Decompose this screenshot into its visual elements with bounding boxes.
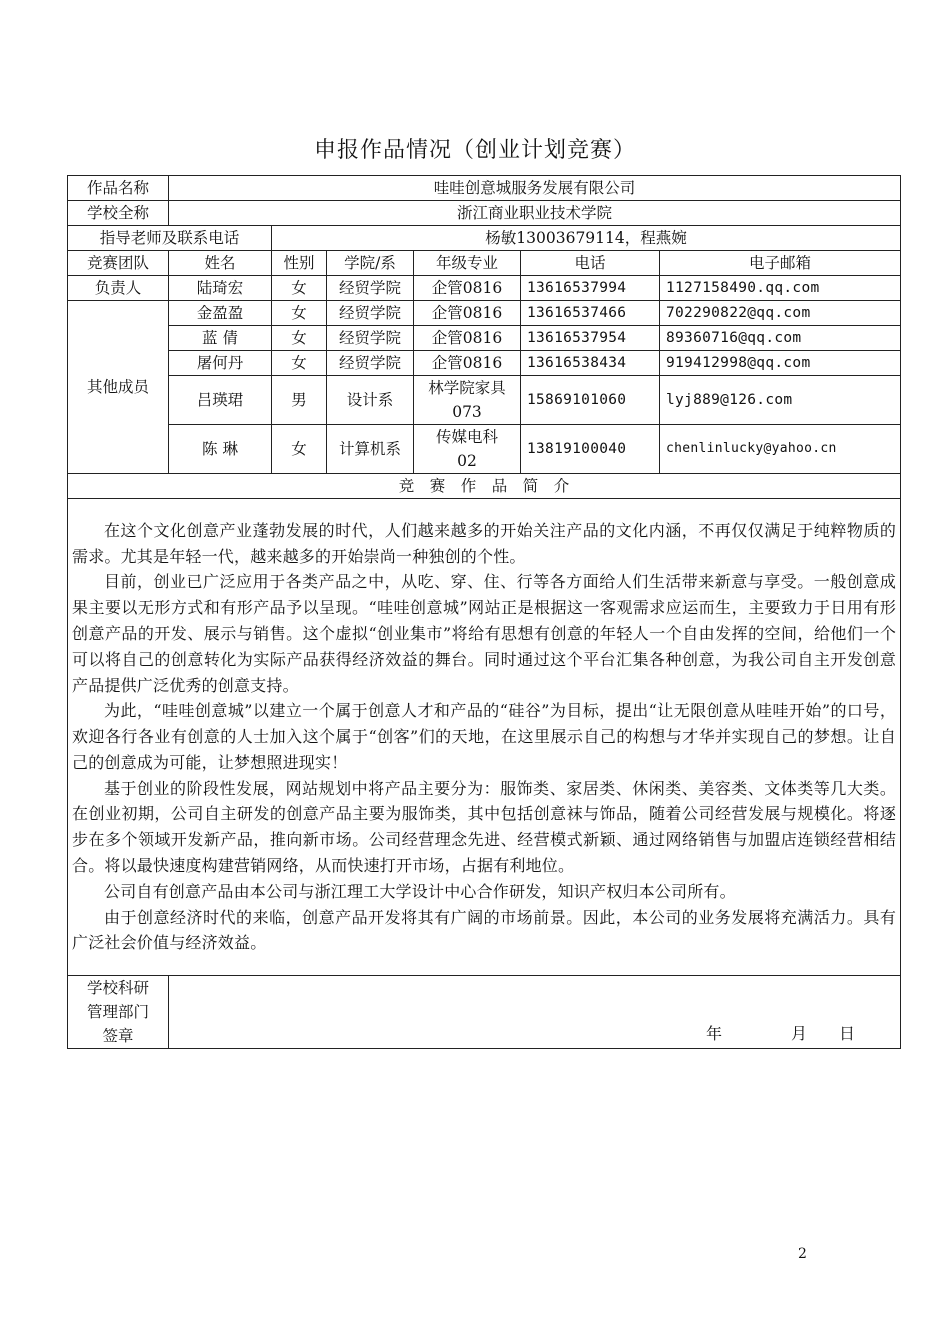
member-grade: 企管0816: [414, 326, 521, 351]
member-grade: [414, 376, 521, 425]
signoff-signature-area[interactable]: [169, 976, 901, 1049]
header-email: 电子邮箱: [660, 251, 901, 276]
team-header-row: [68, 251, 901, 276]
advisor-value: 杨敏13003679114，程燕婉: [272, 226, 901, 251]
header-gender: 性别: [272, 251, 327, 276]
advisor-label: 指导老师及联系电话: [68, 226, 272, 251]
member-grade: 企管0816: [414, 351, 521, 376]
member-email: 919412998@qq.com: [660, 351, 901, 376]
member-dept: 经贸学院: [327, 326, 414, 351]
member-gender: 女: [272, 351, 327, 376]
intro-heading: 竞 赛 作 品 简 介: [68, 474, 901, 499]
intro-paragraph: 基于创业的阶段性发展，网站规划中将产品主要分为：服饰类、家居类、休闲类、美容类、文体类等几大类。在创业初期，公司自主研发的创意产品主要为服饰类，其中包括创意袜与饰品，随着公司经营发展与规模化。将逐步在多个领域开发新产品，推向新市场。公司经营理念先进、经营模式新颖、通过网络销售与加盟店连锁经营相结合。将以最快速度构建营销网络，从而快速打开市场，占据有利地位。: [72, 778, 897, 876]
member-name: 金盈盈: [169, 301, 272, 326]
advisor-row: [68, 226, 901, 251]
intro-paragraph: 公司自有创意产品由本公司与浙江理工大学设计中心合作研发，知识产权归本公司所有。: [104, 881, 736, 901]
school-value: 浙江商业职业技术学院: [169, 201, 901, 226]
others-label: 其他成员: [68, 301, 169, 474]
page-title: 申报作品情况（创业计划竞赛）: [313, 138, 636, 163]
header-dept: 学院/系: [327, 251, 414, 276]
member-gender: 男: [272, 376, 327, 425]
member-email: 1127158490.qq.com: [660, 276, 901, 301]
member-name: 陈 琳: [169, 425, 272, 474]
signoff-row: [68, 976, 901, 1049]
member-name: 屠何丹: [169, 351, 272, 376]
intro-body-row: [68, 499, 901, 976]
intro-heading-row: [68, 474, 901, 499]
member-grade-line2: 073: [452, 403, 482, 421]
work-name-row: [68, 176, 901, 201]
intro-paragraph: 在这个文化创意产业蓬勃发展的时代，人们越来越多的开始关注产品的文化内涵，不再仅仅满足于纯粹物质的需求。尤其是年轻一代，越来越多的开始崇尚一种独创的个性。: [72, 520, 897, 566]
header-team: 竞赛团队: [68, 251, 169, 276]
member-gender: 女: [272, 301, 327, 326]
member-grade: 企管0816: [414, 276, 521, 301]
member-row: [68, 276, 901, 301]
member-dept: 经贸学院: [327, 351, 414, 376]
member-gender: 女: [272, 425, 327, 474]
leader-label: 负责人: [68, 276, 169, 301]
application-form-table: [67, 175, 901, 1049]
signoff-year: 年: [705, 1024, 722, 1043]
signoff-dept-line3: 签章: [102, 1027, 134, 1045]
intro-paragraph: 由于创意经济时代的来临，创意产品开发将其有广阔的市场前景。因此，本公司的业务发展将充满活力。具有广泛社会价值与经济效益。: [72, 907, 897, 953]
member-dept: 设计系: [327, 376, 414, 425]
member-phone: 13616537466: [521, 301, 660, 326]
signoff-day: 日: [839, 1024, 856, 1043]
page-number: 2: [798, 1246, 807, 1262]
member-phone: 13616538434: [521, 351, 660, 376]
member-phone: 13616537954: [521, 326, 660, 351]
signoff-dept-line2: 管理部门: [86, 1003, 149, 1021]
member-row: [68, 376, 901, 425]
member-email: 702290822@qq.com: [660, 301, 901, 326]
signoff-dept-label: [68, 976, 169, 1049]
signoff-dept-line1: 学校科研: [86, 979, 149, 997]
member-dept: 计算机系: [327, 425, 414, 474]
member-grade-line1: 传媒电科: [435, 428, 498, 446]
member-dept: 经贸学院: [327, 301, 414, 326]
signoff-date: [669, 1022, 855, 1046]
signoff-month: 月: [790, 1024, 807, 1043]
header-grade: 年级专业: [414, 251, 521, 276]
member-email: lyj889@126.com: [660, 376, 901, 425]
member-grade: [414, 425, 521, 474]
member-row: [68, 351, 901, 376]
member-row: [68, 326, 901, 351]
school-row: [68, 201, 901, 226]
member-grade-line1: 林学院家具: [428, 379, 506, 397]
member-gender: 女: [272, 276, 327, 301]
member-email: chenlinlucky@yahoo.cn: [660, 425, 901, 474]
header-phone: 电话: [521, 251, 660, 276]
intro-paragraph: 为此，“哇哇创意城”以建立一个属于创意人才和产品的“硅谷”为目标，提出“让无限创意从哇哇开始”的口号，欢迎各行各业有创意的人士加入这个属于“创客”们的天地，在这里展示自己的构想与才华并实现自己的梦想。让自己的创意成为可能，让梦想照进现实！: [72, 701, 897, 772]
member-name: 蓝 倩: [169, 326, 272, 351]
member-gender: 女: [272, 326, 327, 351]
member-grade-line2: 02: [457, 452, 477, 470]
member-email: 89360716@qq.com: [660, 326, 901, 351]
work-name-label: 作品名称: [68, 176, 169, 201]
member-phone: 13616537994: [521, 276, 660, 301]
school-label: 学校全称: [68, 201, 169, 226]
member-row: [68, 301, 901, 326]
member-phone: 15869101060: [521, 376, 660, 425]
member-name: 陆琦宏: [169, 276, 272, 301]
intro-body: [68, 499, 901, 976]
intro-paragraph: 目前，创业已广泛应用于各类产品之中，从吃、穿、住、行等各方面给人们生活带来新意与享受。一般创意成果主要以无形方式和有形产品予以呈现。“哇哇创意城”网站正是根据这一客观需求应运而生，主要致力于日用有形创意产品的开发、展示与销售。这个虚拟“创业集市”将给有思想有创意的年轻人一个自由发挥的空间，给他们一个可以将自己的创意转化为实际产品获得经济效益的舞台。同时通过这个平台汇集各种创意，为我公司自主开发创意产品提供广泛优秀的创意支持。: [72, 572, 897, 695]
member-row: [68, 425, 901, 474]
member-dept: 经贸学院: [327, 276, 414, 301]
member-grade: 企管0816: [414, 301, 521, 326]
member-name: 吕瑛珺: [169, 376, 272, 425]
work-name-value: 哇哇创意城服务发展有限公司: [169, 176, 901, 201]
member-phone: 13819100040: [521, 425, 660, 474]
header-name: 姓名: [169, 251, 272, 276]
